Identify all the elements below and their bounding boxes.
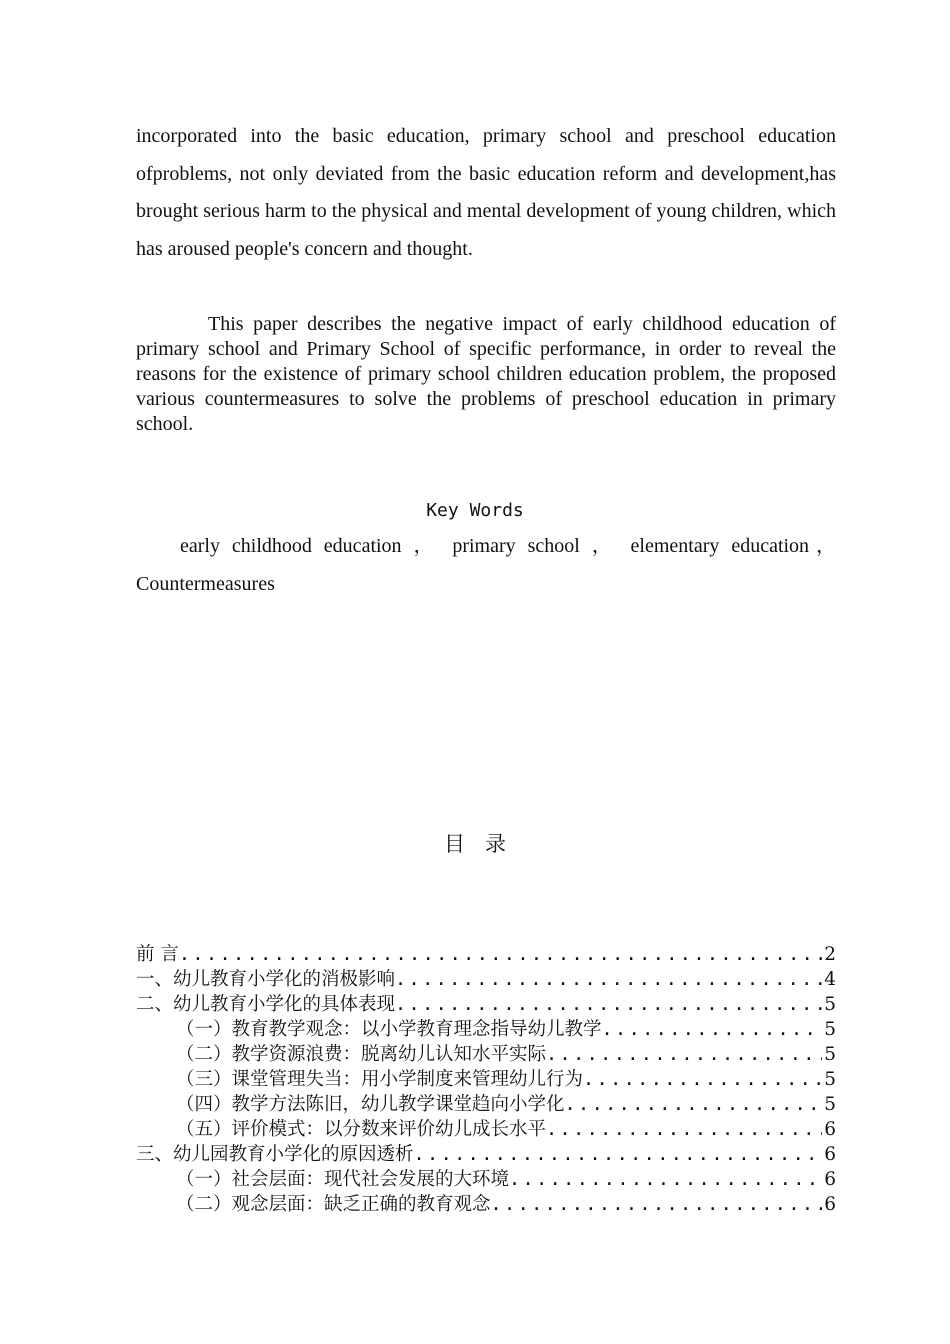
toc-leader-dots — [546, 1117, 822, 1142]
toc-leader-dots — [179, 942, 822, 967]
toc-leader-dots — [583, 1067, 822, 1092]
toc-entry-page: 5 — [824, 1069, 836, 1090]
toc-entry-page: 5 — [824, 994, 836, 1015]
toc-entry-page: 2 — [824, 944, 836, 965]
toc-subentry[interactable] — [136, 1192, 836, 1217]
toc-subentry[interactable] — [136, 1117, 836, 1142]
toc-leader-dots — [565, 1092, 823, 1117]
toc-entry[interactable] — [136, 967, 836, 992]
toc-entry-text: （一）教育教学观念：以小学教育理念指导幼儿教学 — [176, 1019, 602, 1040]
toc-entry-text: 三、幼儿园教育小学化的原因透析 — [136, 1144, 414, 1165]
toc-entry-page: 4 — [824, 969, 836, 990]
toc-leader-dots — [491, 1192, 823, 1217]
toc-entry-text: （二）教学资源浪费：脱离幼儿认知水平实际 — [176, 1044, 547, 1065]
toc-entry-page: 5 — [824, 1094, 836, 1115]
abstract-paragraph-1: incorporated into the basic education, primary school and preschool education ofproblems, not only deviated from the basic education reform and development,has brought serious harm to the physical and mental development of young children, which has aroused people's concern and thought. — [136, 125, 836, 260]
toc-entry-page: 6 — [824, 1119, 836, 1140]
toc-entry-page: 6 — [824, 1169, 836, 1190]
toc-entry-text: （四）教学方法陈旧，幼儿教学课堂趋向小学化 — [176, 1094, 565, 1115]
toc-entry-text: （五）评价模式：以分数来评价幼儿成长水平 — [176, 1119, 547, 1140]
toc-leader-dots — [414, 1142, 823, 1167]
toc-subentry[interactable] — [136, 1042, 836, 1067]
toc-entry-page: 6 — [824, 1194, 836, 1215]
toc-leader-dots — [395, 967, 822, 992]
toc-subentry[interactable] — [136, 1092, 836, 1117]
keywords-text: early childhood education ， primary school ， elementary education，Countermeasures — [136, 535, 836, 595]
toc-entry[interactable] — [136, 1142, 836, 1167]
toc-entry[interactable] — [136, 992, 836, 1017]
keywords-heading: Key Words — [426, 500, 524, 521]
toc-entry-text: 前 言 — [136, 944, 179, 965]
table-of-contents — [136, 942, 836, 1217]
toc-leader-dots — [509, 1167, 822, 1192]
toc-entry-text: 一、幼儿教育小学化的消极影响 — [136, 969, 396, 990]
toc-entry-text: （二）观念层面：缺乏正确的教育观念 — [176, 1194, 491, 1215]
toc-entry-page: 6 — [824, 1144, 836, 1165]
toc-subentry[interactable] — [136, 1017, 836, 1042]
abstract-paragraph-2: This paper describes the negative impact of early childhood education of primary school and Primary School of specific performance, in order to reveal the reasons for the existence of primary school children education problem, the proposed various countermeasures to solve the problems of preschool education in primary school. — [136, 313, 836, 435]
toc-subentry[interactable] — [136, 1167, 836, 1192]
toc-entry[interactable] — [136, 942, 836, 967]
toc-entry-text: （三）课堂管理失当：用小学制度来管理幼儿行为 — [176, 1069, 584, 1090]
toc-subentry[interactable] — [136, 1067, 836, 1092]
toc-entry-page: 5 — [824, 1044, 836, 1065]
toc-leader-dots — [546, 1042, 822, 1067]
toc-title: 目录 — [444, 832, 526, 856]
toc-leader-dots — [602, 1017, 823, 1042]
toc-entry-text: （一）社会层面：现代社会发展的大环境 — [176, 1169, 510, 1190]
toc-leader-dots — [395, 992, 822, 1017]
toc-entry-page: 5 — [824, 1019, 836, 1040]
toc-entry-text: 二、幼儿教育小学化的具体表现 — [136, 994, 396, 1015]
